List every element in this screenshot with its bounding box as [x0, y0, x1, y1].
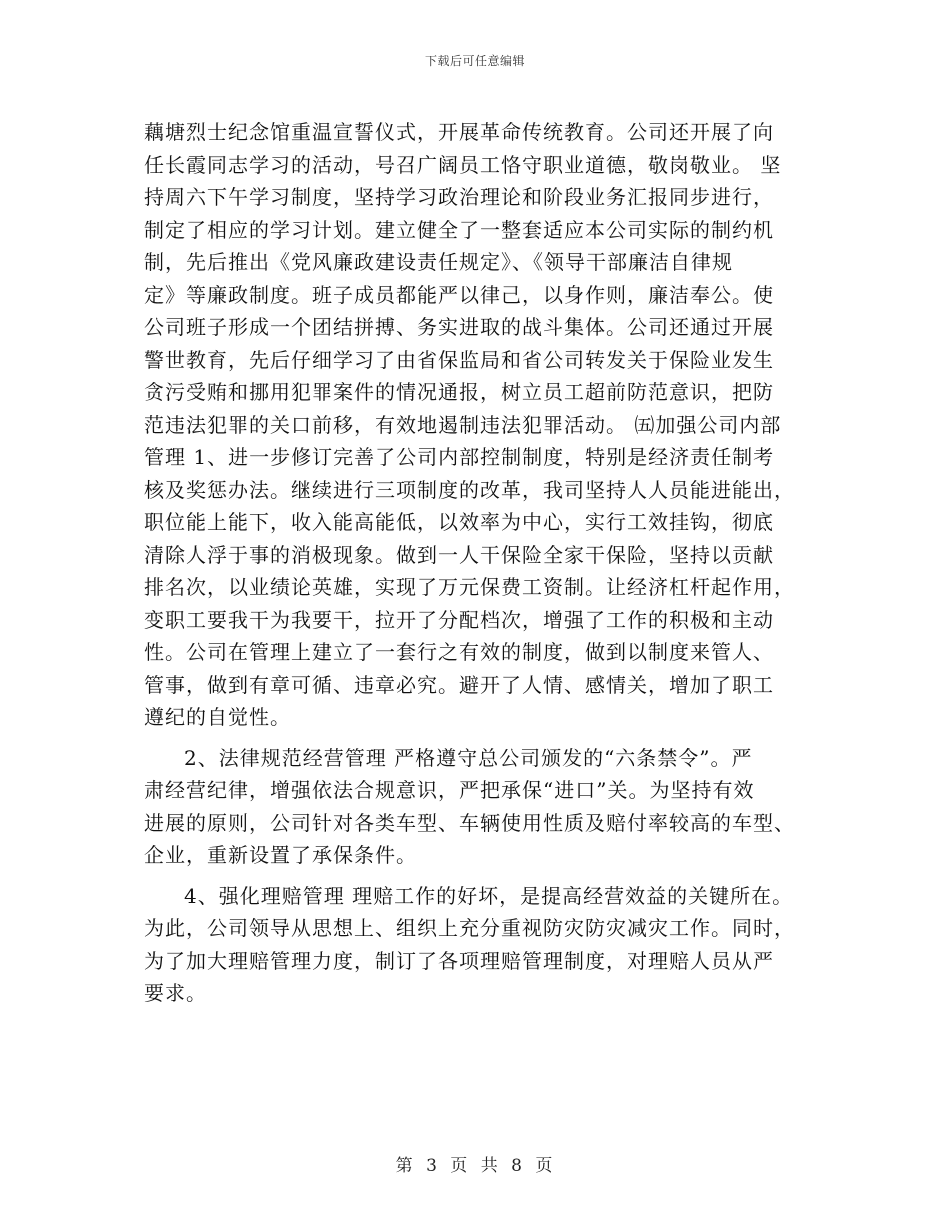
text-line: 范违法犯罪的关口前移，有效地遏制违法犯罪活动。 ㈤加强公司内部: [144, 412, 782, 437]
text-line: 制定了相应的学习计划。建立健全了一整套适应本公司实际的制约机: [144, 217, 774, 242]
text-line: 性。公司在管理上建立了一套行之有效的制度，做到以制度来管人、: [144, 640, 774, 664]
text-line: 为此，公司领导从思想上、组织上充分重视防灾防灾减灾工作。同时，: [144, 916, 795, 940]
page-header: 下载后可任意编辑: [424, 54, 525, 68]
text-line: 企业，重新设置了承保条件。: [144, 843, 417, 867]
text-line: 核及奖惩办法。继续进行三项制度的改革，我司坚持人人员能进能出，: [144, 477, 795, 502]
text-line: 管事，做到有章可循、违章必究。避开了人情、感情关，增加了职工: [144, 672, 774, 697]
text-line: 管理 1、进一步修订完善了公司内部控制制度，特别是经济责任制考: [144, 445, 775, 469]
text-line: 为了加大理赔管理力度，制订了各项理赔管理制度，对理赔人员从严: [144, 948, 774, 973]
text-line: 贪污受贿和挪用犯罪案件的情况通报，树立员工超前防范意识，把防: [144, 380, 774, 404]
text-line: 要求。: [144, 981, 207, 1005]
text-line: 持周六下午学习制度，坚持学习政治理论和阶段业务汇报同步进行，: [144, 185, 774, 209]
text-line: 排名次，以业绩论英雄，实现了万元保费工资制。让经济杠杆起作用，: [144, 575, 795, 599]
text-line: 变职工要我干为我要干，拉开了分配档次，增强了工作的积极和主动: [144, 607, 774, 632]
text-line: 警世教育，先后仔细学习了由省保监局和省公司转发关于保险业发生: [144, 347, 774, 372]
page-number: 第 3 页 共 8 页: [395, 1156, 555, 1176]
text-line: 藕塘烈士纪念馆重温宣誓仪式，开展革命传统教育。公司还开展了向: [144, 120, 774, 144]
document-body: [144, 116, 844, 1010]
text-line: 遵纪的自觉性。: [144, 705, 291, 729]
text-line: 肃经营纪律，增强依法合规意识，严把承保“进口”关。为坚持有效: [144, 778, 755, 802]
text-line: 公司班子形成一个团结拼搏、务实进取的战斗集体。公司还通过开展: [144, 315, 774, 339]
text-line: 4、强化理赔管理 理赔工作的好坏，是提高经营效益的关键所在。: [184, 883, 794, 908]
text-line: 定》等廉政制度。班子成员都能严以律己，以身作则，廉洁奉公。使: [144, 282, 774, 307]
text-line: 职位能上能下，收入能高能低，以效率为中心，实行工效挂钩，彻底: [144, 510, 774, 534]
text-line: 2、法律规范经营管理 严格遵守总公司颁发的“六条禁令”。严: [184, 745, 753, 770]
text-line: 进展的原则，公司针对各类车型、车辆使用性质及赔付率较高的车型、: [144, 810, 795, 835]
text-line: 制，先后推出《党风廉政建设责任规定》、《领导干部廉洁自律规: [144, 250, 733, 274]
text-line: 清除人浮于事的消极现象。做到一人干保险全家干保险，坚持以贡献: [144, 542, 774, 567]
text-line: 任长霞同志学习的活动，号召广阔员工恪守职业道德，敬岗敬业。 坚: [144, 152, 782, 177]
